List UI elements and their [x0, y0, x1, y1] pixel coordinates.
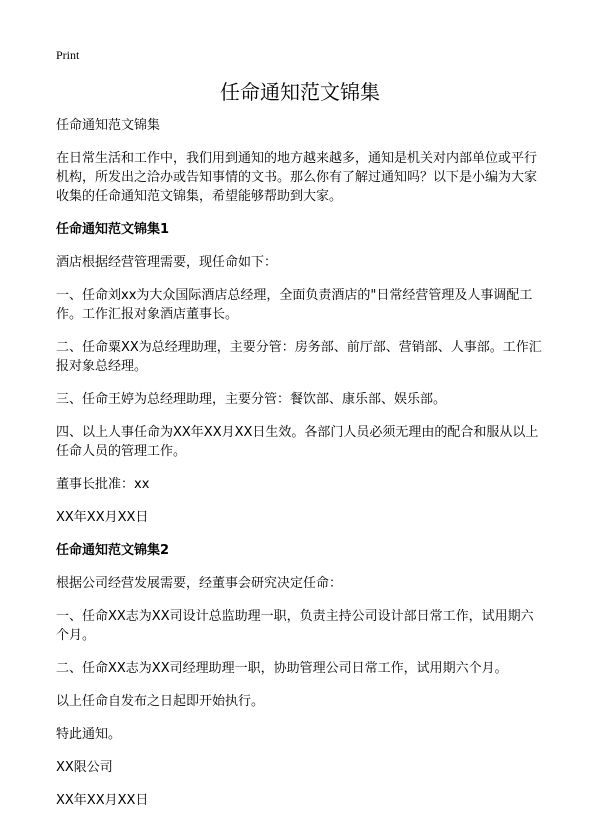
section-2-heading: 任命通知范文锦集2 — [56, 543, 170, 558]
print-label: Print — [56, 48, 80, 62]
section-1-paragraph: 三、任命王婷为总经理助理，主要分管：餐饮部、康乐部、娱乐部。 — [56, 392, 447, 407]
section-1-paragraph: 四、以上人事任命为XX年XX月XX日生效。各部门人员必须无理由的配合和服从以上任命人员的管理工作。 — [56, 425, 539, 459]
section-2-paragraph: 根据公司经营发展需要，经董事会研究决定任命： — [56, 576, 343, 591]
section-2-paragraph: 一、任命XX志为XX司设计总监助理一职，负责主持公司设计部日常工作，试用期六个月。 — [56, 609, 534, 643]
section-2-company: XX限公司 — [56, 760, 113, 775]
section-1-date: XX年XX月XX日 — [56, 510, 149, 525]
intro-paragraph: 在日常生活和工作中，我们用到通知的地方越来越多，通知是机关对内部单位或平行机构，所发出之洽办或告知事情的文书。那么你有了解过通知吗？以下是小编为大家收集的任命通知范文锦集，希望能够帮助到大家。 — [56, 151, 538, 204]
section-2-paragraph: 特此通知。 — [56, 727, 122, 742]
section-1-paragraph: 二、任命粟XX为总经理助理，主要分管：房务部、前厅部、营销部、人事部。工作汇报对象总经理。 — [56, 340, 542, 374]
section-1-heading: 任命通知范文锦集1 — [56, 222, 170, 237]
document-body — [56, 116, 546, 824]
section-2-paragraph: 以上任命自发布之日起即开始执行。 — [56, 694, 265, 709]
section-1-approval: 董事长批准：xx — [56, 477, 150, 492]
document-page — [56, 0, 556, 828]
section-2-date: XX年XX月XX日 — [56, 793, 149, 808]
section-2-paragraph: 二、任命XX志为XX司经理助理一职，协助管理公司日常工作，试用期六个月。 — [56, 661, 508, 676]
document-subtitle: 任命通知范文锦集 — [56, 118, 161, 133]
document-title: 任命通知范文锦集 — [220, 80, 380, 104]
section-1-paragraph: 一、任命刘xx为大众国际酒店总经理，全面负责酒店的"日常经营管理及人事调配工作。工作汇报对象酒店董事长。 — [56, 288, 533, 322]
section-1-paragraph: 酒店根据经营管理需要，现任命如下： — [56, 255, 278, 270]
